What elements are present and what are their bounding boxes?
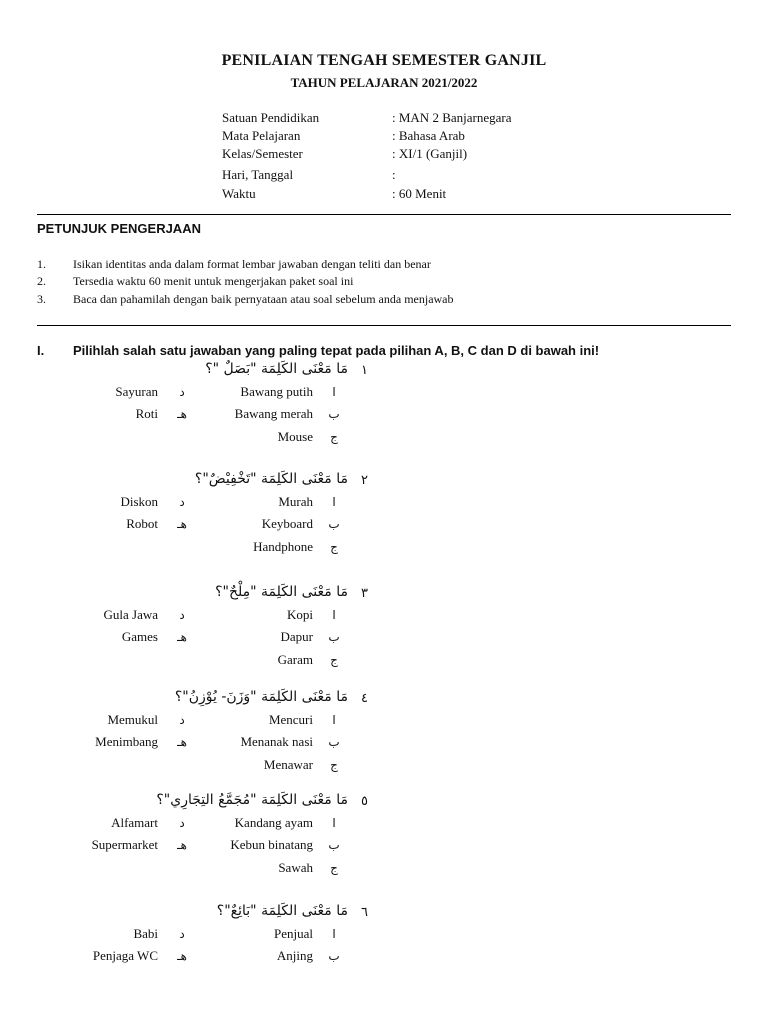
option-letter-b: ب — [328, 838, 340, 852]
question-text: مَا مَعْنَى الكَلِمَة "مِلْحٌ"؟ — [215, 584, 348, 600]
option-letter-a: ا — [332, 385, 336, 399]
info-label-satuan: Satuan Pendidikan — [222, 110, 320, 125]
option-d: Babi — [133, 926, 158, 941]
option-letter-c: ج — [330, 861, 338, 875]
option-a: Bawang putih — [240, 384, 313, 399]
section-instruction: Pilihlah salah satu jawaban yang paling tepat pada pilihan A, B, C dan D di bawah ini! — [73, 343, 600, 358]
option-letter-d: د — [179, 495, 185, 509]
option-letter-e: هـ — [177, 517, 187, 531]
option-d: Memukul — [107, 712, 158, 727]
option-letter-a: ا — [332, 713, 336, 727]
option-c: Mouse — [277, 429, 313, 444]
info-value-satuan: : MAN 2 Banjarnegara — [392, 110, 512, 125]
option-letter-c: ج — [330, 758, 338, 772]
option-b: Kebun binatang — [230, 837, 313, 852]
option-letter-e: هـ — [177, 949, 187, 963]
question-number: ٦ — [361, 905, 368, 920]
option-letter-c: ج — [330, 540, 338, 554]
question-number: ٣ — [361, 586, 368, 601]
option-letter-d: د — [179, 816, 185, 830]
option-e: Penjaga WC — [92, 948, 158, 963]
option-e: Supermarket — [91, 837, 158, 852]
question-number: ٥ — [361, 794, 368, 809]
option-d: Alfamart — [111, 815, 158, 830]
info-value-kelas: : XI/1 (Ganjil) — [392, 146, 468, 161]
option-letter-e: هـ — [177, 630, 187, 644]
question-number: ٢ — [361, 473, 368, 488]
option-a: Mencuri — [268, 712, 313, 727]
page-title: PENILAIAN TENGAH SEMESTER GANJIL — [221, 52, 547, 69]
option-letter-b: ب — [328, 407, 340, 421]
option-c: Menawar — [263, 757, 313, 772]
question-number: ٤ — [361, 691, 368, 706]
option-d: Gula Jawa — [103, 607, 158, 622]
option-c: Handphone — [253, 539, 313, 554]
option-a: Murah — [278, 494, 313, 509]
info-value-hari: : — [392, 167, 396, 182]
instruction-number: 1. — [37, 257, 46, 271]
info-label-hari: Hari, Tanggal — [222, 167, 294, 182]
instruction-number: 3. — [37, 292, 46, 306]
option-letter-a: ا — [332, 816, 336, 830]
option-letter-b: ب — [328, 949, 340, 963]
instruction-text: Tersedia waktu 60 menit untuk mengerjakan paket soal ini — [73, 274, 354, 288]
info-label-kelas: Kelas/Semester — [222, 146, 303, 161]
option-c: Sawah — [278, 860, 313, 875]
question-number: ١ — [361, 363, 368, 378]
info-value-mapel: : Bahasa Arab — [392, 128, 465, 143]
option-e: Robot — [126, 516, 158, 531]
instruction-number: 2. — [37, 274, 46, 288]
option-letter-e: هـ — [177, 735, 187, 749]
info-label-waktu: Waktu — [222, 186, 256, 201]
option-letter-e: هـ — [177, 838, 187, 852]
page-subtitle: TAHUN PELAJARAN 2021/2022 — [290, 75, 478, 90]
option-letter-d: د — [179, 927, 185, 941]
option-letter-d: د — [179, 385, 185, 399]
option-d: Sayuran — [115, 384, 158, 399]
option-a: Kopi — [287, 607, 313, 622]
option-letter-b: ب — [328, 517, 340, 531]
info-value-waktu: : 60 Menit — [392, 186, 447, 201]
option-letter-b: ب — [328, 630, 340, 644]
instruction-text: Isikan identitas anda dalam format lembar jawaban dengan teliti dan benar — [73, 257, 431, 271]
option-d: Diskon — [120, 494, 158, 509]
option-b: Bawang merah — [234, 406, 313, 421]
divider-top — [37, 214, 731, 215]
question-text: مَا مَعْنَى الكَلِمَة "وَزَنَ- يُوْزِنُ"؟ — [174, 689, 348, 705]
option-b: Keyboard — [261, 516, 313, 531]
question-text: مَا مَعْنَى الكَلِمَة "بَائِعٌ"؟ — [216, 903, 348, 919]
option-letter-d: د — [179, 713, 185, 727]
option-a: Penjual — [274, 926, 313, 941]
option-letter-a: ا — [332, 927, 336, 941]
option-letter-b: ب — [328, 735, 340, 749]
option-e: Roti — [135, 406, 158, 421]
option-a: Kandang ayam — [234, 815, 313, 830]
instructions-heading: PETUNJUK PENGERJAAN — [37, 221, 201, 236]
option-letter-a: ا — [332, 608, 336, 622]
option-e: Menimbang — [95, 734, 158, 749]
instruction-text: Baca dan pahamilah dengan baik pernyataan atau soal sebelum anda menjawab — [73, 292, 454, 306]
section-number: I. — [37, 343, 45, 358]
option-c: Garam — [277, 652, 313, 667]
question-text: مَا مَعْنَى الكَلِمَة "مُجَمَّعُ التِجَارِي"؟ — [156, 792, 348, 808]
option-letter-d: د — [179, 608, 185, 622]
option-b: Anjing — [276, 948, 313, 963]
option-b: Dapur — [280, 629, 313, 644]
option-b: Menanak nasi — [240, 734, 313, 749]
option-letter-c: ج — [330, 653, 338, 667]
option-letter-a: ا — [332, 495, 336, 509]
question-text: مَا مَعْنَى الكَلِمَة "تَخْفِيْضٌ"؟ — [194, 471, 348, 487]
option-e: Games — [121, 629, 158, 644]
divider-bottom — [37, 325, 731, 326]
info-label-mapel: Mata Pelajaran — [222, 128, 301, 143]
option-letter-c: ج — [330, 430, 338, 444]
option-letter-e: هـ — [177, 407, 187, 421]
question-text: مَا مَعْنَى الكَلِمَة "بَصَلٌ "؟ — [205, 361, 348, 377]
